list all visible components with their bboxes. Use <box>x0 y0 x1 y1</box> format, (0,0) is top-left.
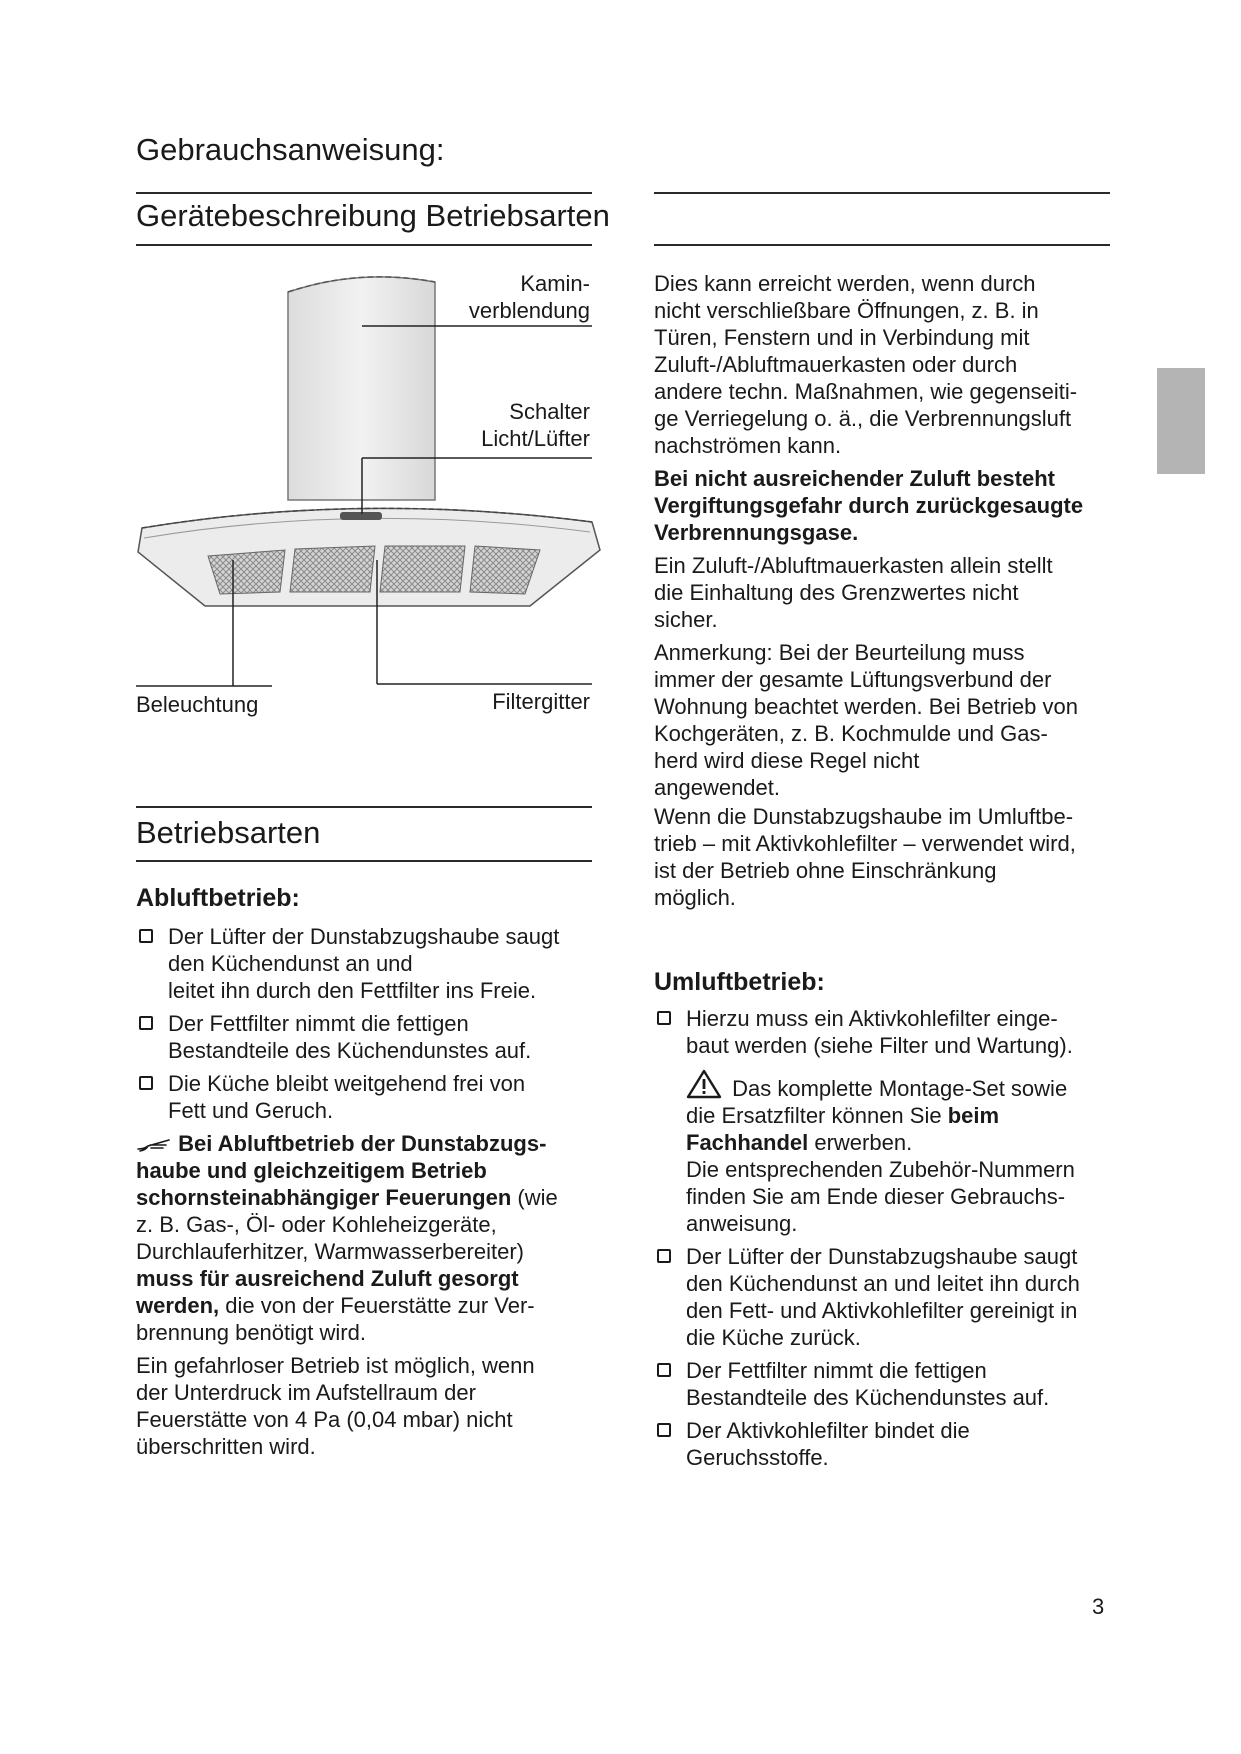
paragraph: Anmerkung: Bei der Beurteilung muss immer der gesamte Lüftungsverbund der Wohnung beachtet werden. Bei Betrieb von Kochgeräten, z. B. Kochmulde und Gas- herd wird diese Regel nicht angewendet. <box>654 640 1078 800</box>
list-item: Der Lüfter der Dunstabzugshaube saugt den Küchendunst an und leitet ihn durch den Fett- und Aktivkohlefilter gereinigt in die Küche zurück. <box>654 1243 1124 1351</box>
umluft-section <box>654 968 1124 1471</box>
betriebsarten-heading: Betriebsarten <box>136 815 321 850</box>
document-title: Gebrauchsanweisung: <box>136 132 445 167</box>
paragraph: Dies kann erreicht werden, wenn durch nicht verschließbare Öffnungen, z. B. in Türen, Fenstern und in Verbindung mit Zuluft-/Abluftmauerkasten oder durch andere techn. Maßnahmen, wie gegenseiti- ge Verriegelung o. ä., die Verbrennungsluft nachströmen kann. <box>654 271 1078 458</box>
list-item: Die Küche bleibt weitgehend frei von Fett und Geruch. <box>136 1070 606 1124</box>
label-beleuchtung: Beleuchtung <box>136 692 259 717</box>
list-item: Der Lüfter der Dunstabzugshaube saugt den Küchendunst an und leitet ihn durch den Fettfilter ins Freie. <box>136 923 606 1004</box>
list-item: Der Fettfilter nimmt die fettigen Bestandteile des Küchendunstes auf. <box>654 1357 1124 1411</box>
list-item: Der Fettfilter nimmt die fettigen Bestandteile des Küchendunstes auf. <box>136 1010 606 1064</box>
divider <box>136 806 592 808</box>
checkbox-bullet-icon <box>657 1363 671 1377</box>
abluft-heading: Abluftbetrieb: <box>136 884 300 912</box>
left-column <box>136 884 606 1460</box>
hand-pointer-icon <box>136 1136 172 1152</box>
divider <box>136 192 592 194</box>
grease-filter <box>380 546 465 592</box>
control-panel <box>340 512 382 520</box>
paragraph: Wenn die Dunstabzugshaube im Umluftbe- trieb – mit Aktivkohlefilter – verwendet wird, ist der Betrieb ohne Einschränkung möglich. <box>654 804 1076 910</box>
checkbox-bullet-icon <box>139 1076 153 1090</box>
abluft-paragraph: Ein gefahrloser Betrieb ist möglich, wenn der Unterdruck im Aufstellraum der Feuerstätte von 4 Pa (0,04 mbar) nicht überschritten wird. <box>136 1353 535 1459</box>
section-title: Gerätebeschreibung Betriebsarten <box>136 198 610 233</box>
divider <box>136 860 592 862</box>
warning-paragraph: Bei nicht ausreichender Zuluft besteht Vergiftungsgefahr durch zurückgesaugte Verbrennungsgase. <box>654 466 1084 545</box>
right-column <box>654 270 1124 911</box>
checkbox-bullet-icon <box>139 929 153 943</box>
abluft-note: Bei Abluftbetrieb der Dunstabzugs- haube und gleichzeitigem Betrieb schornsteinabhängiger Feuerungen (wie z. B. Gas-, Öl- oder Kohleheizgeräte, Durchlauferhitzer, Warmwasserbereiter) muss für ausreichend Zuluft gesorgt werden, die von der Feuerstätte zur Ver- brennung benötigt wird. <box>136 1131 558 1345</box>
page-number: 3 <box>1092 1594 1105 1619</box>
label-schalter: Schalter Licht/Lüfter <box>481 399 590 451</box>
umluft-warning: Das komplette Montage-Set sowie die Ersatzfilter können Sie beim Fachhandel erwerben. Die entsprechenden Zubehör-Nummern finden Sie am Ende dieser Gebrauchs- anweisung. <box>654 1069 1124 1237</box>
divider <box>136 244 592 246</box>
grease-filter <box>290 546 375 592</box>
cooker-hood-diagram <box>130 260 610 710</box>
list-item: Hierzu muss ein Aktivkohlefilter einge- baut werden (siehe Filter und Wartung). <box>654 1005 1124 1059</box>
grease-filter <box>208 550 285 594</box>
warning-triangle-icon <box>686 1069 722 1099</box>
divider <box>654 244 1110 246</box>
checkbox-bullet-icon <box>657 1011 671 1025</box>
checkbox-bullet-icon <box>657 1249 671 1263</box>
paragraph: Ein Zuluft-/Abluftmauerkasten allein stellt die Einhaltung des Grenzwertes nicht sicher. <box>654 553 1053 632</box>
label-kamin: Kamin- verblendung <box>468 271 590 323</box>
checkbox-bullet-icon <box>139 1016 153 1030</box>
checkbox-bullet-icon <box>657 1423 671 1437</box>
label-filtergitter: Filtergitter <box>492 689 590 714</box>
divider <box>654 192 1110 194</box>
umluft-heading: Umluftbetrieb: <box>654 968 825 996</box>
chapter-tab <box>1157 368 1205 474</box>
list-item: Der Aktivkohlefilter bindet die Geruchsstoffe. <box>654 1417 1124 1471</box>
